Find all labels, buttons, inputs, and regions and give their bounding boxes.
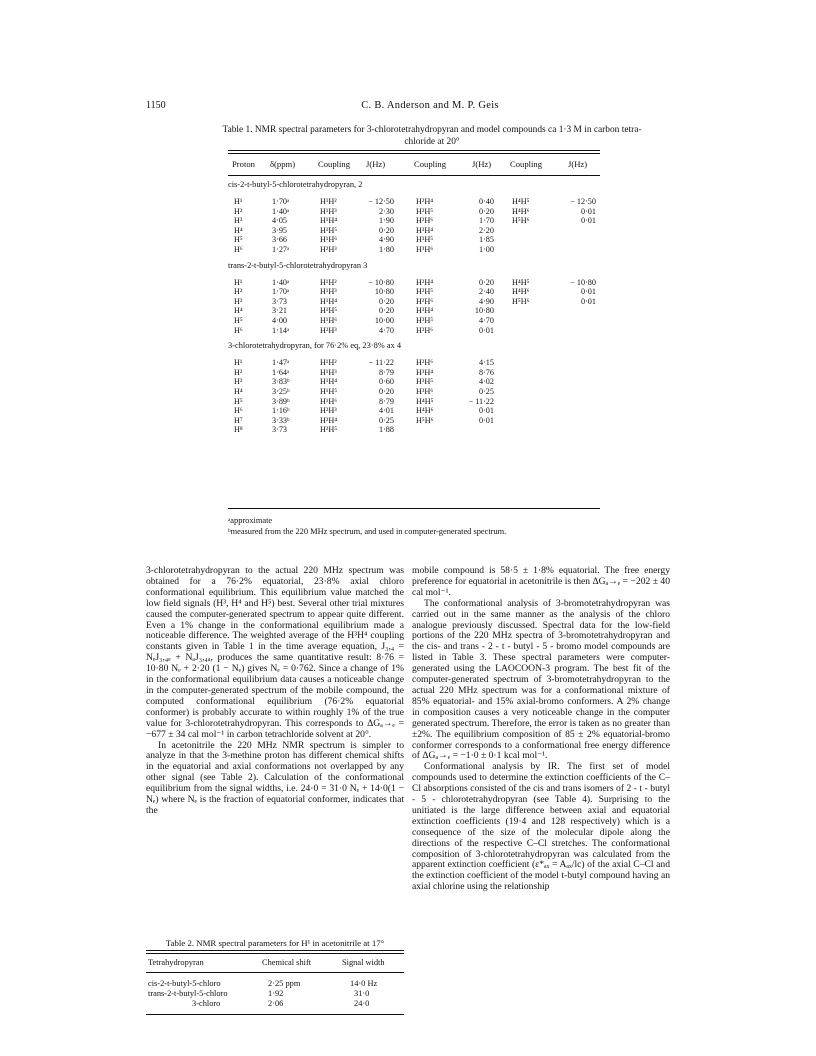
table1-cell: H⁵ [234, 235, 243, 245]
table1-cell: H⁵ [234, 396, 243, 406]
table1-cell: 1·90 [378, 216, 394, 226]
table1-cell: H¹H³ [320, 206, 337, 216]
table1-cell: H¹H⁶ [320, 235, 338, 245]
table1-cell: 4·90 [378, 235, 394, 245]
table1-cell: H⁴H⁶ [416, 406, 434, 416]
table1-cell: H¹H⁴ [320, 296, 338, 306]
table1-bottom-rule [228, 508, 600, 509]
table1-cell: H¹H⁴ [320, 377, 338, 387]
table1-cell: H⁵H⁶ [512, 216, 530, 226]
table1-cell: H² [234, 206, 243, 216]
table1-cell: H¹ [234, 358, 243, 368]
table2-cell: 24·0 [354, 999, 370, 1008]
table1-cell: 1·70ᵃ [272, 287, 290, 297]
table1-cell: H⁵ [234, 316, 243, 325]
table1-cell: H²H⁶ [416, 216, 434, 226]
table-row [228, 297, 600, 307]
table1-cell: H² [234, 287, 243, 297]
table1-cell: 10·80 [474, 306, 494, 316]
table1-caption: Table 1. NMR spectral parameters for 3-chlorotetrahydropyran and model compounds ca 1·3 M in carbon tetra-chloride at 20° [222, 125, 642, 147]
paragraph: In acetonitrile the 220 MHz NMR spectrum is simpler to analyze in that the 3-methine proton has different chemical shifts in the equatorial and axial conformations not overlapped by any other signal (see Table 2). Calculation of the conformational equilibrium from the signal widths, i.e. 24·0 = 31·0 Nₑ + 14·0(1 − Nₑ) where Nₑ is the fraction of equatorial conformer, indicates that the [146, 739, 404, 816]
table-row [228, 287, 600, 297]
table1-cell: 3·89ᵇ [272, 396, 290, 406]
table-row [228, 316, 600, 326]
table1-cell: 2·30 [378, 206, 394, 216]
table1-cell: H³H⁴ [416, 367, 434, 377]
table1-cell: 0·20 [478, 206, 494, 216]
table-row [228, 306, 600, 316]
table1-cell: H¹H³ [320, 287, 337, 297]
table1-cell: H³H⁵ [416, 316, 434, 325]
table1-cell: H¹ [234, 197, 243, 206]
table2-cell: 14·0 Hz [350, 979, 378, 988]
table-row [228, 216, 600, 226]
table1-cell: H²H⁶ [416, 296, 434, 306]
table1-cell: H³H⁶ [416, 325, 434, 335]
table1-header: J(Hz) [472, 159, 492, 169]
table1-cell: H²H⁵ [416, 206, 434, 216]
table1-cell: 1·70ᵃ [272, 197, 290, 206]
table1-cell: 1·85 [478, 235, 494, 245]
paragraph: Conformational analysis by IR. The first set of model compounds used to determine the extinction coefficients of the C–Cl absorptions consisted of the cis and trans isomers of 2 - t - butyl - 5 - chlorotetrahydropyran (see Table 4). Surprising to the unitiated is the large difference between axial and equatorial extinction coefficients (19·4 and 128 respectively) which is a consequence of the size of the molecular dipole along the directions of the respective C–Cl stretches. The conformational composition of 3-chlorotetrahydropyran was calculated from the apparent extinction coefficient (ε*ₐₓ = Aₐₓ/lc) of the axial C–Cl and the extinction coefficient of the model t-butyl compound having an axial chlorine using the relationship [412, 761, 670, 893]
paragraph: The conformational analysis of 3-bromotetrahydropyran was carried out in the same manner as the analysis of the chloro analogue previously discussed. Spectral data for the low-field portions of the 220 MHz spectra of 3-bromotetrahydropyran and the cis- and trans - 2 - t - butyl - 5 - bromo model compounds are listed in Table 3. These spectral parameters were computer-generated using the LAOCOON-3 program. The best fit of the computer-generated spectrum of 3-bromotetrahydropyran to the actual 220 MHz spectrum was for a conformational mixture of 85% equatorial- and 15% axial-bromo conformers. A 2% change in composition causes a very noticeable change in the computer generated spectrum. Therefore, the error is taken as no greater than ±2%. The equilibrium composition of 85 ± 2% equatorial-bromo conformer corresponds to a conformational free energy difference of ΔGₐ→ₑ = −1·0 ± 0·1 kcal mol⁻¹. [412, 597, 670, 762]
table1-cell: H³H⁴ [416, 225, 434, 235]
table-row [228, 235, 600, 245]
table1-cell: H⁸ [234, 425, 243, 435]
table1-top-rule-2 [228, 153, 600, 154]
table-row [228, 416, 600, 426]
table1-cell: 1·47ᵃ [272, 358, 290, 368]
table-row [146, 979, 404, 989]
table1-cell: 1·88 [378, 425, 394, 435]
table1-top-rule [228, 150, 600, 151]
table1-section-title: cis-2-t-butyl-5-chlorotetrahydropyran, 2 [228, 180, 363, 189]
table-row [228, 377, 600, 387]
table1-cell: 1·40ᵃ [272, 277, 290, 287]
table1-cell: 1·40ᵃ [272, 206, 290, 216]
table1-cell: H¹H⁵ [320, 306, 338, 316]
table1-cell: 1·27ᵃ [272, 245, 290, 254]
table1-cell: 0·01 [580, 206, 596, 216]
table1-cell: 3·73 [272, 425, 288, 435]
table1-cell: H¹H⁴ [320, 216, 338, 226]
table2-cell: 1·92 [268, 989, 284, 998]
table1-cell: H²H⁵ [320, 425, 338, 435]
running-head: C. B. Anderson and M. P. Geis [361, 100, 499, 111]
table1-cell: H⁵H⁶ [416, 415, 434, 425]
table1-cell: 0·60 [378, 377, 394, 387]
table1-cell: 4·00 [272, 316, 288, 325]
table-row [228, 326, 600, 336]
table1-cell: H³ [234, 296, 243, 306]
table1-cell: 0·20 [478, 277, 494, 287]
table1-cell: 0·20 [378, 296, 394, 306]
table1-cell: H¹H⁶ [320, 316, 338, 325]
paragraph: 3-chlorotetrahydropyran to the actual 220 MHz spectrum was obtained for a 76·2% equatorial, 23·8% axial chloro conformational equilibrium. This equilibrium value matched the low field signals (H³, H⁴ and H⁵) best. Several other trial mixtures caused the computer-generated spectrum to appear quite different. Even a 1% change in the conformational equilibrium made a noticeable difference. The weighted average of the H³H⁴ coupling constants given in Table 1 in the time average equation, J₃,₄ = NₑJ₃,₄ₑ + NₐJ₃,₄ₐ, produces the same quantitative result: 8·76 = 10·80 Nₑ + 2·20 (1 − Nₑ) gives Nₑ = 0·762. Since a change of 1% in the conformational equilibrium data causes a noticeable change in the computer-generated spectrum of the mobile compound, the computed conformational equilibrium (76·2% equatorial conformer) is probably accurate to within roughly 1% of the true value for 3-chlorotetrahydropyran. This corresponds to ΔGₐ→ₑ = −677 ± 34 cal mol⁻¹ in carbon tetrachloride solvent at 20°. [146, 565, 404, 740]
table1-cell: 8·79 [378, 367, 394, 377]
table1-cell: 1·00 [478, 245, 494, 254]
table1-cell: H⁶ [234, 406, 243, 416]
table-row [228, 358, 600, 368]
table1-cell: 10·80 [374, 287, 394, 297]
table1-cell: 0·01 [580, 216, 596, 226]
table1-header: Proton [232, 159, 255, 169]
table1-cell: 3·83ᵇ [272, 377, 290, 387]
table1-cell: 1·16ᵇ [272, 406, 290, 416]
left-column [146, 566, 404, 817]
table1-cell: H¹H⁵ [320, 225, 338, 235]
table1-cell: 1·70 [478, 216, 494, 226]
table1-cell: 8·79 [378, 396, 394, 406]
table2-header: Tetrahydropyran [148, 958, 204, 967]
table1-cell: 8·76 [478, 367, 494, 377]
table1-cell: H³ [234, 216, 243, 226]
table1-cell: H²H⁴ [416, 277, 434, 287]
table2-header: Chemical shift [262, 958, 312, 967]
table2-top-rule [146, 950, 404, 951]
table-row [228, 245, 600, 255]
table1-header-rule [228, 175, 600, 176]
table-row [146, 989, 404, 999]
table1-cell: H⁷ [234, 415, 243, 425]
table1-cell: H³H⁶ [416, 387, 434, 396]
table1-cell: 0·40 [478, 197, 494, 206]
table1-cell: H² [234, 367, 243, 377]
table1-cell: 10·00 [374, 316, 394, 325]
table1-cell: − 12·50 [570, 197, 596, 206]
table1-cell: H³ [234, 377, 243, 387]
table1-cell: 4·02 [478, 377, 494, 387]
table1-cell: H¹H² [320, 197, 337, 206]
table2-cell: cis-2-t-butyl-5-chloro [148, 979, 221, 988]
table1-cell: 2·40 [478, 287, 494, 297]
table1-cell: − 12·50 [368, 197, 394, 206]
table2-cell: trans-2-t-butyl-5-chloro [148, 989, 228, 998]
table1-header: Coupling [414, 159, 446, 169]
table1-header-row [228, 159, 600, 171]
table1-cell: 3·95 [272, 225, 288, 235]
table1-cell: H¹H² [320, 358, 337, 368]
table1-footnotes [228, 516, 506, 537]
table1-cell: 4·01 [378, 406, 394, 416]
table-row [228, 406, 600, 416]
table2-cell: 31·0 [354, 989, 370, 998]
table1-cell: − 11·22 [368, 358, 394, 368]
table1-cell: H⁴H⁵ [416, 396, 434, 406]
table2-cell: 2·06 [268, 999, 284, 1008]
table1-cell: H¹H³ [320, 367, 337, 377]
footnote-a: ᵃapproximate [228, 516, 273, 525]
right-column [412, 566, 670, 893]
footnote-b: ᵇmeasured from the 220 MHz spectrum, and used in computer-generated spectrum. [228, 526, 507, 536]
table1-cell: H³H⁶ [416, 245, 434, 254]
table1-cell: 0·25 [478, 387, 494, 396]
table1-header: Coupling [510, 159, 542, 169]
table1-cell: H³H⁴ [416, 306, 434, 316]
table1-cell: 0·20 [378, 387, 394, 396]
table1-header: J(Hz) [568, 159, 588, 169]
table1-cell: 0·01 [580, 296, 596, 306]
table-row [228, 226, 600, 236]
table-row [228, 207, 600, 217]
table1-cell: 0·01 [478, 415, 494, 425]
table1-cell: 4·90 [478, 296, 494, 306]
table1-cell: H¹ [234, 277, 243, 287]
table-row [228, 387, 600, 397]
paragraph: mobile compound is 58·5 ± 1·8% equatorial. The free energy preference for equatorial in acetonitrile is then ΔGₐ→ₑ = −202 ± 40 cal mol⁻¹. [412, 565, 670, 598]
table-row [228, 278, 600, 288]
table1-cell: H⁴H⁶ [512, 206, 530, 216]
table1-cell: 0·20 [378, 225, 394, 235]
table1-cell: 3·66 [272, 235, 288, 245]
table-row [228, 425, 600, 435]
page-number: 1150 [146, 100, 166, 111]
table1-cell: 4·05 [272, 216, 288, 226]
table1-cell: H¹H⁶ [320, 396, 338, 406]
table-row [146, 999, 404, 1009]
table1-cell: 0·01 [580, 287, 596, 297]
table1-cell: 3·73 [272, 296, 288, 306]
table1-section-title: trans-2-t-butyl-5-chlorotetrahydropyran 3 [228, 260, 368, 270]
table1-cell: H¹H⁵ [320, 387, 338, 396]
table1-cell: H⁴H⁵ [512, 197, 530, 206]
table-row [228, 368, 600, 378]
table2-header-rule [146, 972, 404, 973]
table2-bottom-rule [146, 1014, 404, 1015]
table1-cell: H²H³ [320, 245, 337, 254]
table1-cell: 1·14ᵃ [272, 325, 290, 335]
table1-cell: 2·20 [478, 225, 494, 235]
table1-cell: H⁵H⁶ [512, 296, 530, 306]
table1-cell: 3·25ᵇ [272, 387, 290, 396]
table1-cell: H⁴H⁶ [512, 287, 530, 297]
table1-cell: 4·15 [478, 358, 494, 368]
table-row [228, 197, 600, 207]
table1-header: J(Hz) [366, 159, 386, 169]
table-row [228, 397, 600, 407]
table2-header: Signal width [342, 958, 385, 967]
table1-cell: 0·01 [478, 406, 494, 416]
table1-cell: 3·33ᵇ [272, 415, 290, 425]
table1-cell: H²H⁶ [416, 358, 434, 368]
table1-cell: H⁶ [234, 325, 243, 335]
table1-cell: 0·01 [478, 325, 494, 335]
table1-section-title: 3-chlorotetrahydropyran, for 76·2% eq, 23·8% ax 4 [228, 341, 402, 351]
table1-cell: 0·25 [378, 415, 394, 425]
table2-cell: 3-chloro [192, 999, 221, 1008]
table2-top-rule-2 [146, 953, 404, 954]
table1-cell: 4·70 [478, 316, 494, 325]
table1-cell: H⁶ [234, 245, 243, 254]
table2-header-row [146, 958, 404, 968]
table1-cell: H⁴ [234, 225, 243, 235]
table1-header: δ(ppm) [270, 159, 296, 169]
table2-cell: 2·25 ppm [268, 979, 301, 988]
table1-cell: 0·20 [378, 306, 394, 316]
table1-cell: − 10·80 [368, 277, 394, 287]
table1-cell: H⁴ [234, 306, 243, 316]
table1-cell: H²H⁴ [320, 415, 338, 425]
table1-cell: 1·80 [378, 245, 394, 254]
table1-cell: H²H⁴ [416, 197, 434, 206]
table1-cell: H³H⁵ [416, 235, 434, 245]
table1-cell: H³H⁵ [416, 377, 434, 387]
table1-cell: 3·21 [272, 306, 288, 316]
table1-cell: H²H⁵ [416, 287, 434, 297]
table1-cell: H²H³ [320, 406, 337, 416]
table1-cell: 1·64ᵃ [272, 367, 290, 377]
table1-cell: 4·70 [378, 325, 394, 335]
table1-cell: − 10·80 [570, 277, 596, 287]
table1-cell: H²H³ [320, 325, 337, 335]
table1-cell: − 11·22 [468, 396, 494, 406]
table1-cell: H⁴ [234, 387, 243, 396]
table1-cell: H¹H² [320, 277, 337, 287]
table1-cell: H⁴H⁵ [512, 277, 530, 287]
table1-header: Coupling [318, 159, 350, 169]
table2-caption: Table 2. NMR spectral parameters for H¹ in acetonitrile at 17° [165, 938, 385, 948]
